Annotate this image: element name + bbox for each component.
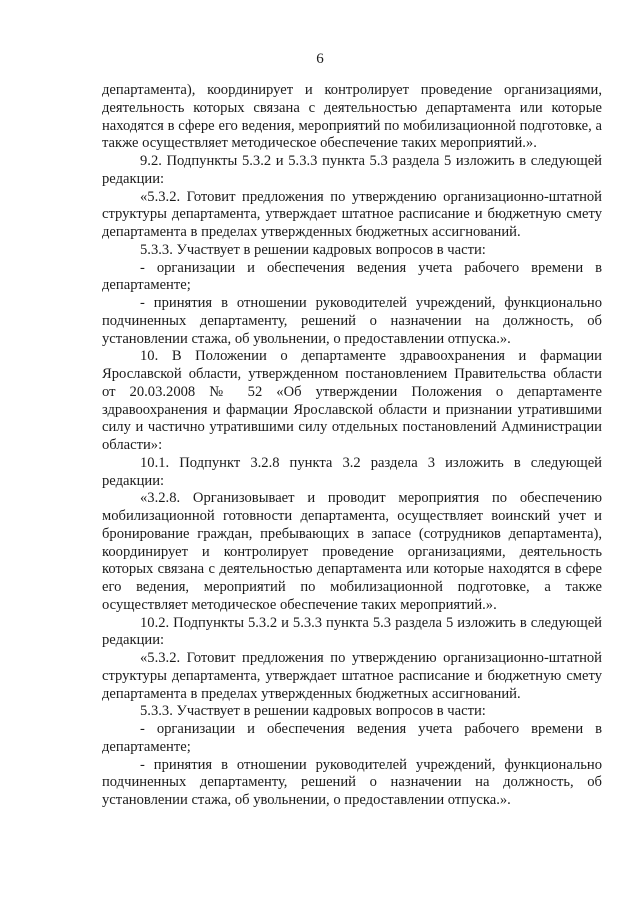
paragraph-list-item: - принятия в отношении руководителей учреждений, функционально подчиненных департаменту, решений о назначении на должность, об установлении стажа, об увольнении, о предоставлении отпуска.». (102, 756, 602, 808)
paragraph-10-2: 10.2. Подпункты 5.3.2 и 5.3.3 пункта 5.3 раздела 5 изложить в следующей редакции: (102, 614, 602, 649)
paragraph-list-item: - организации и обеспечения ведения учета рабочего времени в департаменте; (102, 721, 602, 755)
paragraph-5-3-2: «5.3.2. Готовит предложения по утверждению организационно-штатной структуры департамента, утверждает штатное расписание и бюджетную смету департамента в пределах утвержденных бюджетных ассигнований. (102, 188, 602, 240)
paragraph-3-2-8: «3.2.8. Организовывает и проводит мероприятия по обеспечению мобилизационной готовности департамента, осуществляет воинский учет и бронирование граждан, пребывающих в запасе (сотрудников департамента), координирует и контролирует проведение организациями, деятельность которых связана с деятельностью департамента или которые находятся в сфере его ведения, мероприятий по мобилизационной подготовке, а также осуществляет методическое обеспечение таких мероприятий.». (102, 490, 602, 613)
paragraph-list-item: - организации и обеспечения ведения учета рабочего времени в департаменте; (102, 259, 602, 294)
paragraph-continuation: департамента), координирует и контролирует проведение организациями, деятельность которых связана с деятельностью департамента или которые находятся в сфере его ведения, мероприятий по мобилизационной подготовке, а также осуществляет методическое обеспечение таких мероприятий.». (102, 82, 602, 152)
paragraph-5-3-2: «5.3.2. Готовит предложения по утверждению организационно-штатной структуры департамента, утверждает штатное расписание и бюджетную смету департамента в пределах утвержденных бюджетных ассигнований. (102, 650, 602, 702)
paragraph-10-1: 10.1. Подпункт 3.2.8 пункта 3.2 раздела 3 изложить в следующей редакции: (102, 454, 602, 489)
paragraph-list-item: - принятия в отношении руководителей учреждений, функционально подчиненных департаменту, решений о назначении на должность, об установлении стажа, об увольнении, о предоставлении отпуска.». (102, 295, 602, 347)
document-body (102, 82, 602, 810)
page-number: 6 (316, 51, 324, 67)
paragraph-9-2: 9.2. Подпункты 5.3.2 и 5.3.3 пункта 5.3 раздела 5 изложить в следующей редакции: (102, 153, 602, 187)
paragraph-5-3-3: 5.3.3. Участвует в решении кадровых вопросов в части: (140, 703, 486, 720)
paragraph-10: 10. В Положении о департаменте здравоохранения и фармации Ярославской области, утвержденном постановлением Правительства области от 20.03.2008 № 52 «Об утверждении Положения о департаменте здравоохранения и фармации Ярославской области и признании утратившими силу и частично утратившими силу отдельных постановлений Администрации области»: (102, 348, 602, 453)
paragraph-5-3-3: 5.3.3. Участвует в решении кадровых вопросов в части: (140, 241, 486, 258)
